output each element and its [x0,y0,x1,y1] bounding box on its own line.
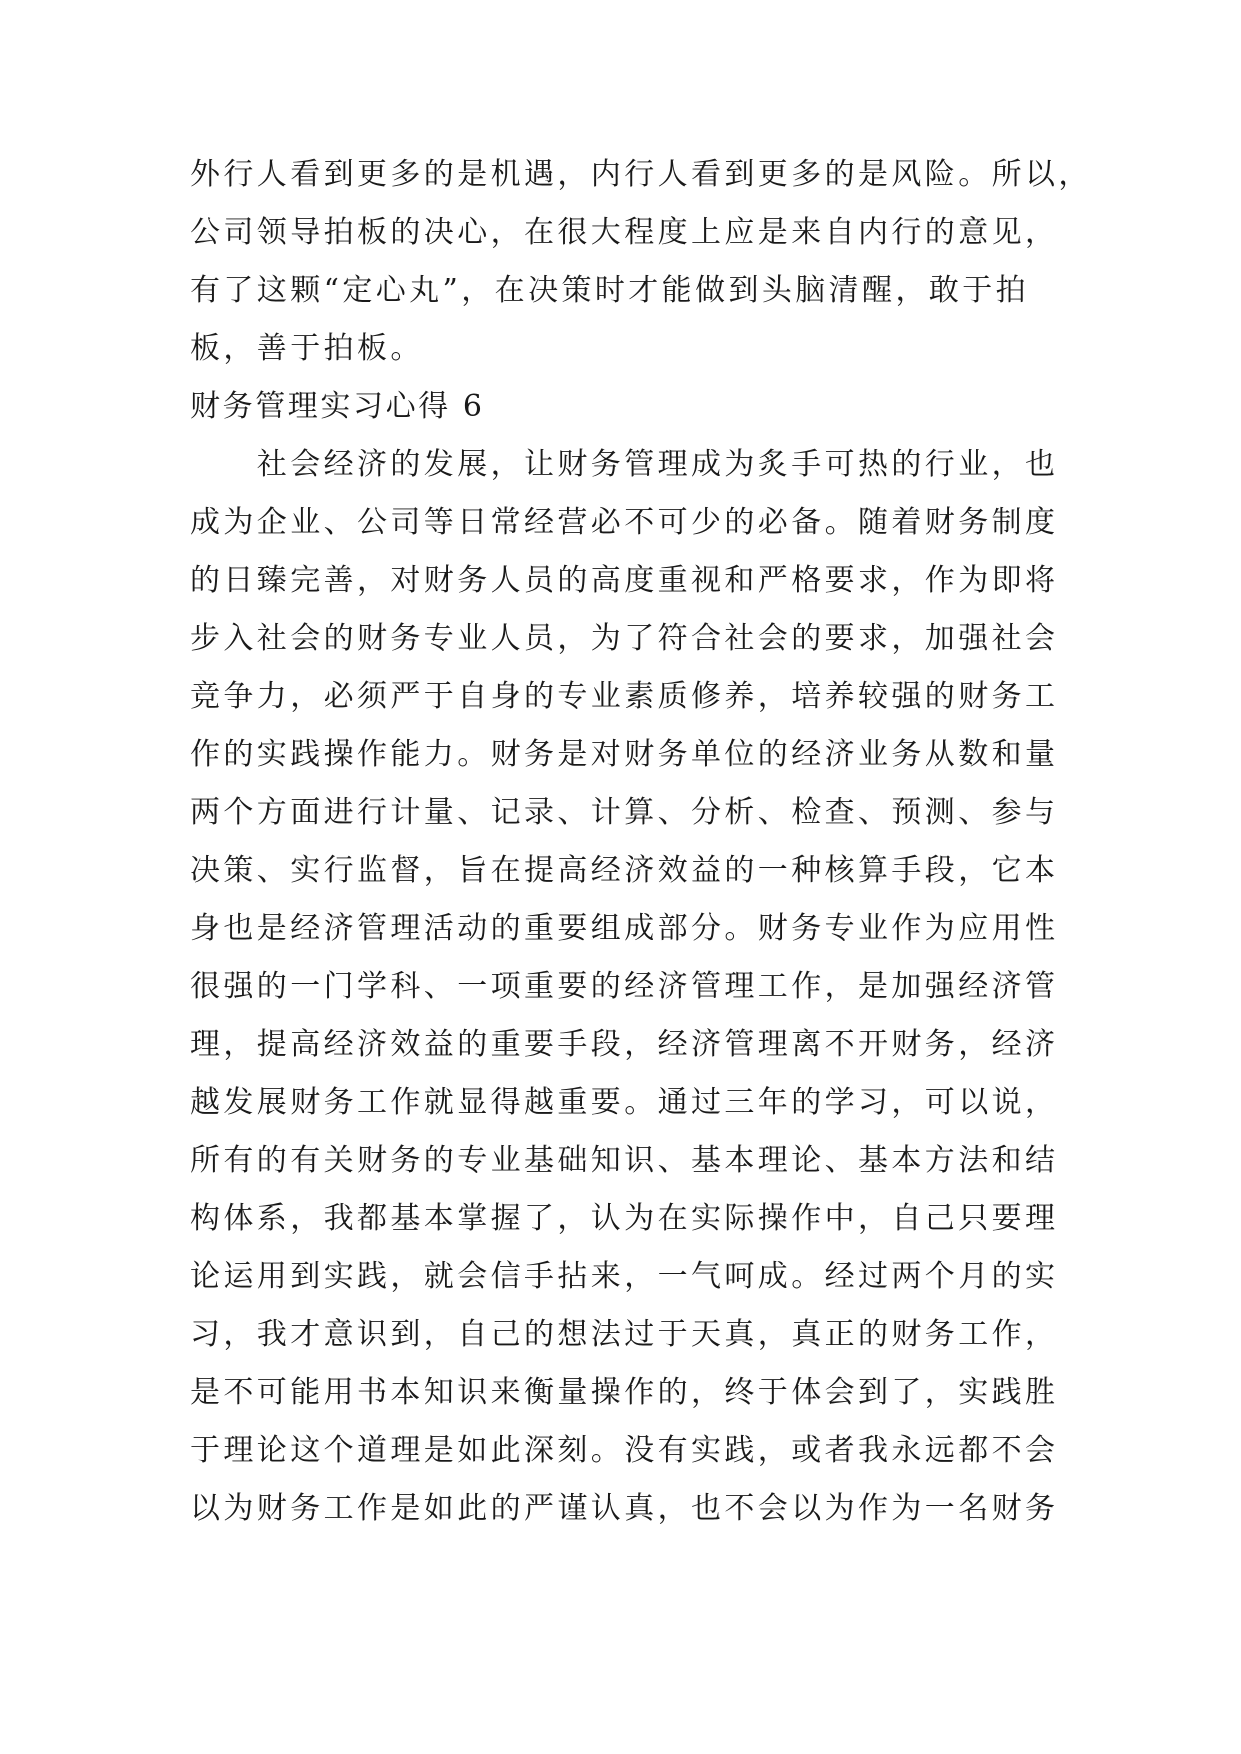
text-line: 论运用到实践，就会信手拈来，一气呵成。经过两个月的实 [190,1259,1059,1294]
text-line: 习，我才意识到，自己的想法过于天真，真正的财务工作， [190,1317,1059,1352]
section-heading: 财务管理实习心得 6 [190,389,485,424]
text-line: 竞争力，必须严于自身的专业素质修养，培养较强的财务工 [190,679,1059,714]
text-line: 外行人看到更多的是机遇，内行人看到更多的是风险。所以， [190,157,1092,192]
text-line: 是不可能用书本知识来衡量操作的，终于体会到了，实践胜 [190,1375,1059,1410]
text-line: 理，提高经济效益的重要手段，经济管理离不开财务，经济 [190,1027,1059,1062]
text-line: 决策、实行监督，旨在提高经济效益的一种核算手段，它本 [190,853,1059,888]
text-line: 以为财务工作是如此的严谨认真，也不会以为作为一名财务 [190,1491,1059,1526]
text-line: 有了这颗“定心丸”，在决策时才能做到头脑清醒，敢于拍 [190,273,1030,308]
text-line: 公司领导拍板的决心，在很大程度上应是来自内行的意见， [190,215,1059,250]
text-line: 所有的有关财务的专业基础知识、基本理论、基本方法和结 [190,1143,1059,1178]
text-line: 身也是经济管理活动的重要组成部分。财务专业作为应用性 [190,911,1059,946]
text-line: 很强的一门学科、一项重要的经济管理工作，是加强经济管 [190,969,1059,1004]
text-line: 板，善于拍板。 [190,331,424,366]
text-line: 于理论这个道理是如此深刻。没有实践，或者我永远都不会 [190,1433,1059,1468]
text-line: 步入社会的财务专业人员，为了符合社会的要求，加强社会 [190,621,1059,656]
text-line: 构体系，我都基本掌握了，认为在实际操作中，自己只要理 [190,1201,1059,1236]
text-line: 作的实践操作能力。财务是对财务单位的经济业务从数和量 [190,737,1059,772]
text-line: 的日臻完善，对财务人员的高度重视和严格要求，作为即将 [190,563,1059,598]
text-line: 社会经济的发展，让财务管理成为炙手可热的行业，也 [190,447,1059,482]
text-line: 成为企业、公司等日常经营必不可少的必备。随着财务制度 [190,505,1059,540]
text-line: 两个方面进行计量、记录、计算、分析、检查、预测、参与 [190,795,1059,830]
text-line: 越发展财务工作就显得越重要。通过三年的学习，可以说， [190,1085,1059,1120]
